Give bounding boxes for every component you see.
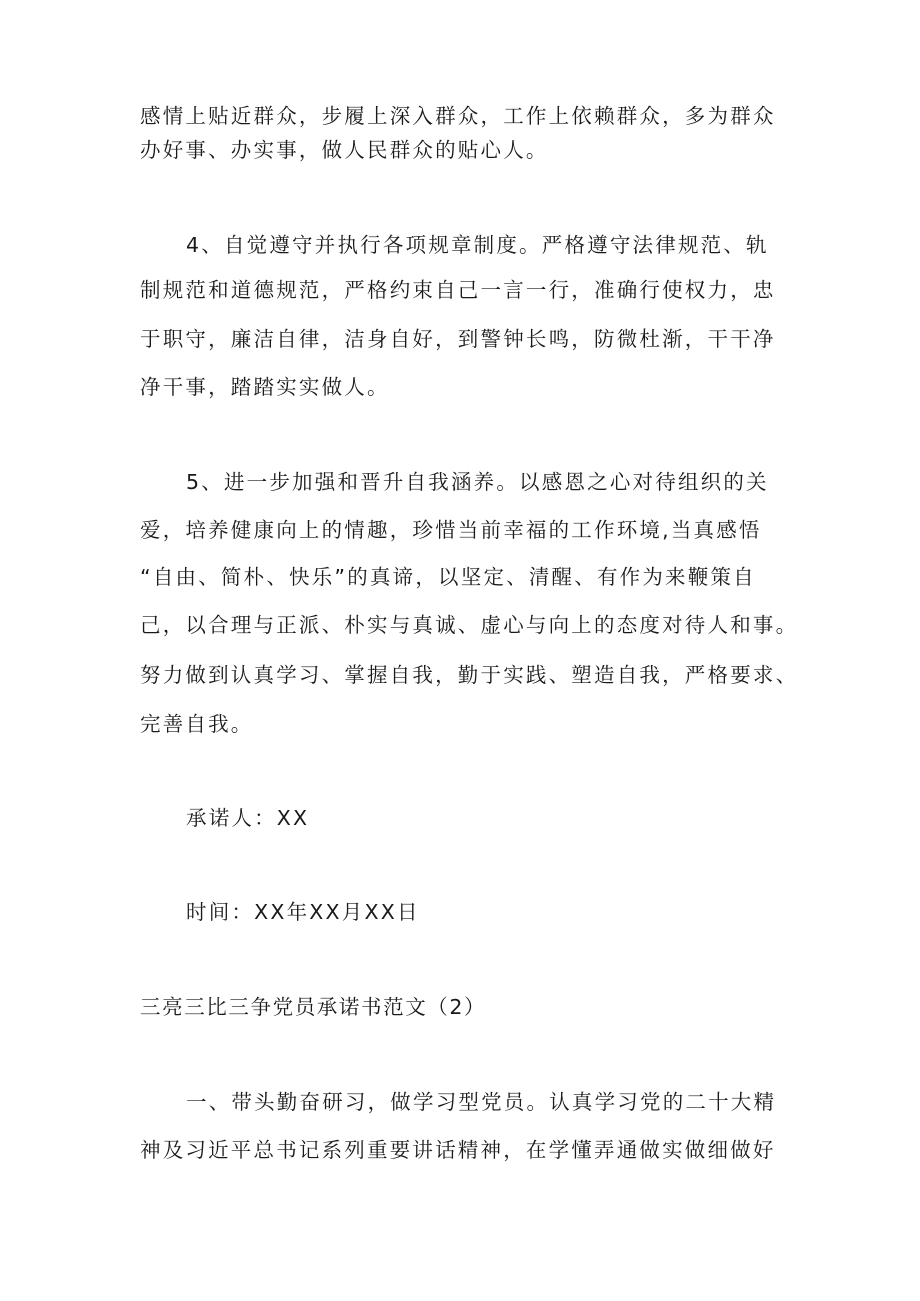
body-text-line: 完善自我。 (140, 712, 254, 736)
body-text-line: 努力做到认真学习、掌握自我，勤于实践、塑造自我，严格要求、 (140, 663, 799, 687)
body-text-line: 办好事、办实事，做人民群众的贴心人。 (140, 138, 549, 162)
body-text-line: “自由、简朴、快乐”的真谛，以坚定、清醒、有作为来鞭策自 (140, 565, 756, 589)
signatory-line: 承诺人：XX (186, 806, 310, 830)
body-text-line: 于职守，廉洁自律，洁身自好，到警钟长鸣，防微杜渐，干干净 (140, 327, 776, 351)
body-text-line: 制规范和道德规范，严格约束自己一言一行，准确行使权力，忠 (140, 278, 776, 302)
body-text-line: 4、自觉遵守并执行各项规章制度。严格遵守法律规范、轨 (186, 233, 769, 257)
body-text-line: 5、进一步加强和晋升自我涵养。以感恩之心对待组织的关 (186, 470, 769, 494)
date-line: 时间：XX年XX月XX日 (186, 900, 420, 924)
body-text-line: 爱，培养健康向上的情趣，珍惜当前幸福的工作环境,当真感悟 (140, 518, 762, 542)
body-text-line: 一、带头勤奋研习，做学习型党员。认真学习党的二十大精 (186, 1090, 777, 1114)
body-text-line: 己，以合理与正派、朴实与真诚、虚心与向上的态度对待人和事。 (140, 613, 799, 637)
section-title: 三亮三比三争党员承诺书范文（2） (140, 995, 487, 1019)
body-text-line: 神及习近平总书记系列重要讲话精神，在学懂弄通做实做细做好 (140, 1138, 776, 1162)
body-text-line: 净干事，踏踏实实做人。 (140, 375, 390, 399)
body-text-line: 感情上贴近群众，步履上深入群众，工作上依赖群众，多为群众 (140, 104, 776, 128)
